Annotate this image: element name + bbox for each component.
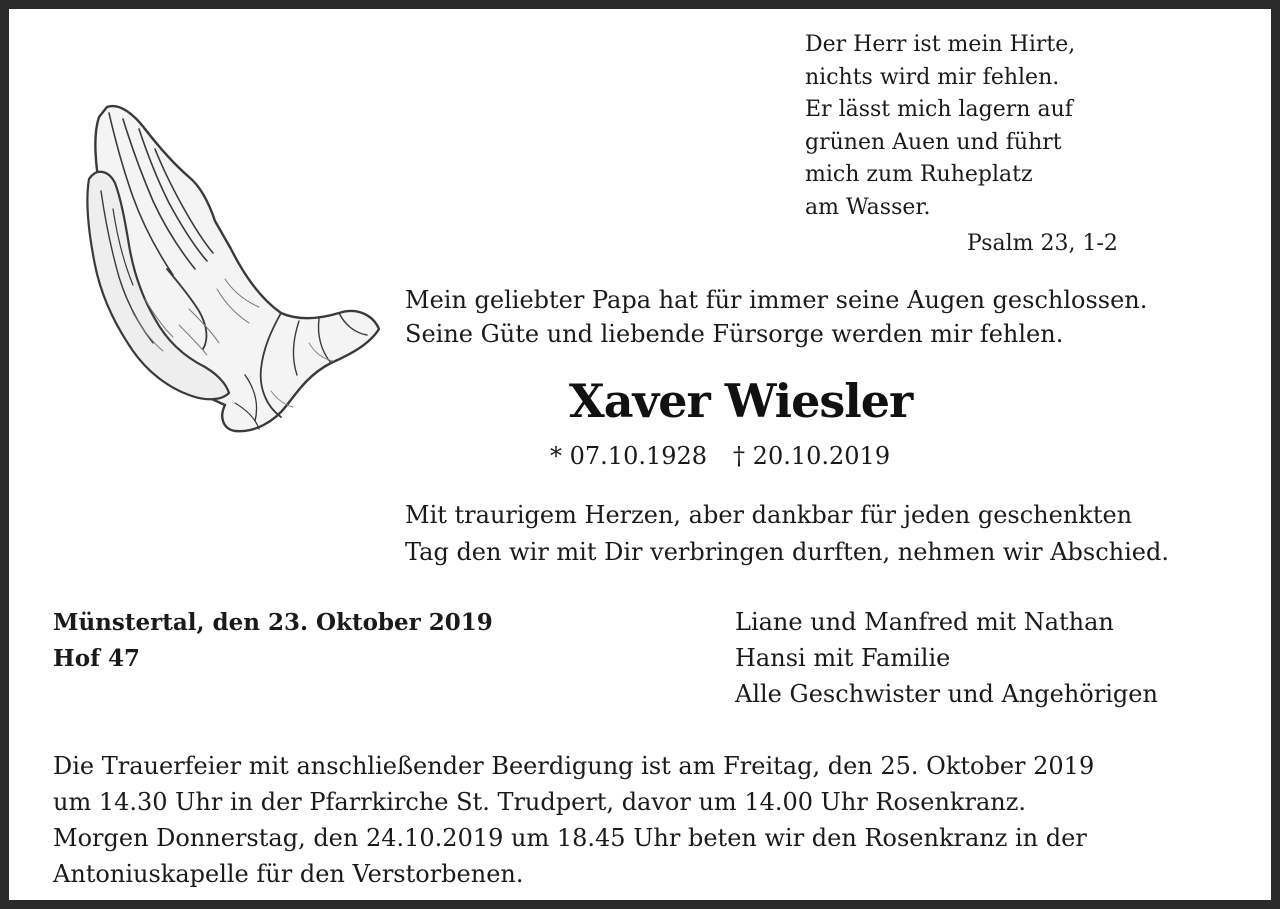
psalm-reference: Psalm 23, 1-2: [967, 231, 1118, 256]
psalm-line: am Wasser.: [805, 194, 931, 220]
deceased-name: Xaver Wiesler: [569, 374, 913, 428]
death-date: † 20.10.2019: [733, 442, 891, 470]
mourners-list: [735, 604, 1158, 712]
life-dates: [550, 438, 890, 474]
place-line: Münstertal, den 23. Oktober 2019: [53, 609, 493, 636]
service-line: Morgen Donnerstag, den 24.10.2019 um 18.45 Uhr beten wir den Rosenkranz in der: [53, 824, 1087, 852]
farewell-text: [405, 497, 1169, 571]
place-and-date: [53, 605, 493, 677]
psalm-line: Der Herr ist mein Hirte,: [805, 32, 1076, 57]
mourner-line: Alle Geschwister und Angehörigen: [735, 680, 1158, 708]
psalm-line: Er lässt mich lagern auf: [805, 97, 1073, 123]
mourner-line: Hansi mit Familie: [735, 644, 951, 672]
psalm-line: grünen Auen und führt: [805, 129, 1062, 155]
intro-line: Seine Güte und liebende Fürsorge werden mir fehlen.: [405, 320, 1064, 348]
psalm-line: nichts wird mir fehlen.: [805, 64, 1060, 90]
address-line: Hof 47: [53, 645, 140, 672]
service-line: um 14.30 Uhr in der Pfarrkirche St. Trudpert, davor um 14.00 Uhr Rosenkranz.: [53, 788, 1026, 816]
birth-date: * 07.10.1928: [550, 442, 708, 470]
service-details: [53, 748, 1094, 892]
mourner-line: Liane und Manfred mit Nathan: [735, 608, 1114, 636]
service-line: Die Trauerfeier mit anschließender Beerdigung ist am Freitag, den 25. Oktober 2019: [53, 752, 1095, 780]
psalm-verse: [805, 29, 1075, 225]
praying-hands-icon: [49, 99, 389, 443]
psalm-line: mich zum Ruheplatz: [805, 162, 1033, 188]
intro-text: [405, 283, 1147, 351]
intro-line: Mein geliebter Papa hat für immer seine Augen geschlossen.: [405, 286, 1148, 314]
farewell-line: Mit traurigem Herzen, aber dankbar für jeden geschenkten: [405, 501, 1133, 529]
service-line: Antoniuskapelle für den Verstorbenen.: [53, 860, 524, 888]
farewell-line: Tag den wir mit Dir verbringen durften, nehmen wir Abschied.: [405, 538, 1170, 566]
